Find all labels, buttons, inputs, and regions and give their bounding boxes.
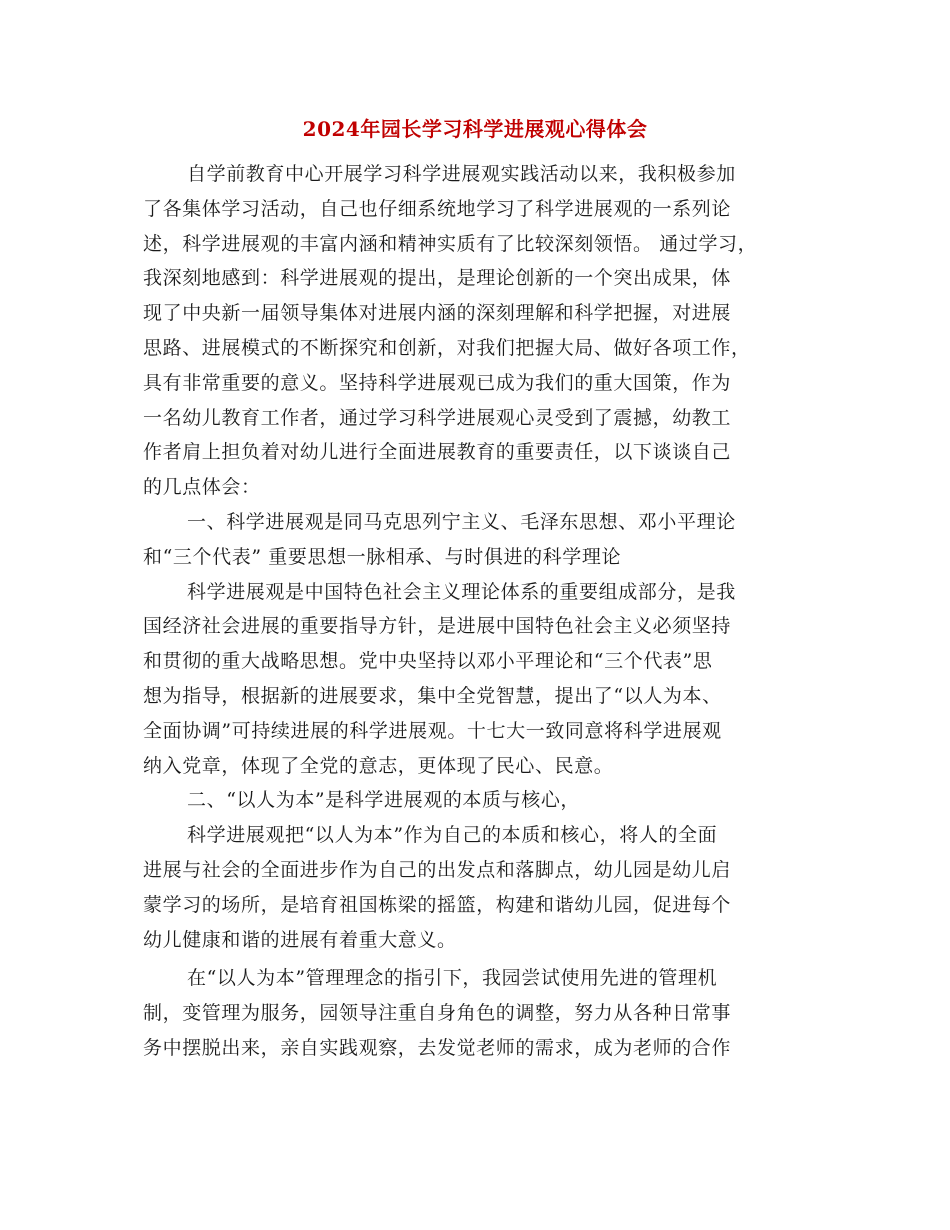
- text-line: 作者肩上担负着对幼儿进行全面进展教育的重要责任，以下谈谈自己: [143, 441, 732, 464]
- text-line: 自学前教育中心开展学习科学进展观实践活动以来，我积极参加: [187, 163, 736, 185]
- text-line: 制，变管理为服务，园领导注重自身角色的调整，努力从各种日常事: [143, 1002, 732, 1025]
- text-line: 和贯彻的重大战略思想。党中央坚持以邓小平理论和“三个代表”思: [143, 650, 713, 673]
- text-line: 思路、进展模式的不断探究和创新，对我们把握大局、做好各项工作，: [143, 336, 751, 359]
- text-line: 现了中央新一届领导集体对进展内涵的深刻理解和科学把握，对进展: [143, 302, 732, 325]
- document-title: 2024年园长学习科学进展观心得体会: [302, 117, 648, 141]
- text-line: 想为指导，根据新的进展要求，集中全党智慧，提出了“以人为本、: [143, 684, 722, 707]
- text-line: 进展与社会的全面进步作为自己的出发点和落脚点，幼儿园是幼儿启: [143, 858, 732, 881]
- text-line: 和“三个代表” 重要思想一脉相承、与时俱进的科学理论: [143, 545, 622, 568]
- text-line: 国经济社会进展的重要指导方针，是进展中国特色社会主义必须坚持: [143, 615, 732, 638]
- text-line: 在“以人为本”管理理念的指引下，我园尝试使用先进的管理机: [187, 967, 718, 990]
- text-line: 全面协调”可持续进展的科学进展观。十七大一致同意将科学进展观: [143, 719, 722, 742]
- text-line: 二、“以人为本”是科学进展观的本质与核心，: [187, 789, 581, 812]
- text-line: 蒙学习的场所，是培育祖国栋梁的摇篮，构建和谐幼儿园，促进每个: [143, 893, 732, 916]
- text-line: 我深刻地感到：科学进展观的提出，是理论创新的一个突出成果，体: [143, 267, 732, 290]
- text-line: 纳入党章，体现了全党的意志，更体现了民心、民意。: [143, 754, 614, 777]
- text-line: 的几点体会：: [143, 476, 261, 499]
- text-line: 一名幼儿教育工作者，通过学习科学进展观心灵受到了震撼，幼教工: [143, 406, 732, 429]
- text-line: 科学进展观把“以人为本”作为自己的本质和核心，将人的全面: [187, 824, 718, 847]
- document-body: [143, 157, 823, 1066]
- text-line: 具有非常重要的意义。坚持科学进展观已成为我们的重大国策，作为: [143, 371, 732, 394]
- text-line: 一、科学进展观是同马克思列宁主义、毛泽东思想、邓小平理论: [187, 510, 736, 533]
- text-line: 述，科学进展观的丰富内涵和精神实质有了比较深刻领悟。 通过学习，: [143, 232, 758, 255]
- text-line: 幼儿健康和谐的进展有着重大意义。: [143, 928, 457, 951]
- text-line: 了各集体学习活动，自己也仔细系统地学习了科学进展观的一系列论: [143, 197, 732, 220]
- text-line: 科学进展观是中国特色社会主义理论体系的重要组成部分，是我: [187, 580, 736, 603]
- text-line: 务中摆脱出来，亲自实践观察，去发觉老师的需求，成为老师的合作: [143, 1036, 732, 1059]
